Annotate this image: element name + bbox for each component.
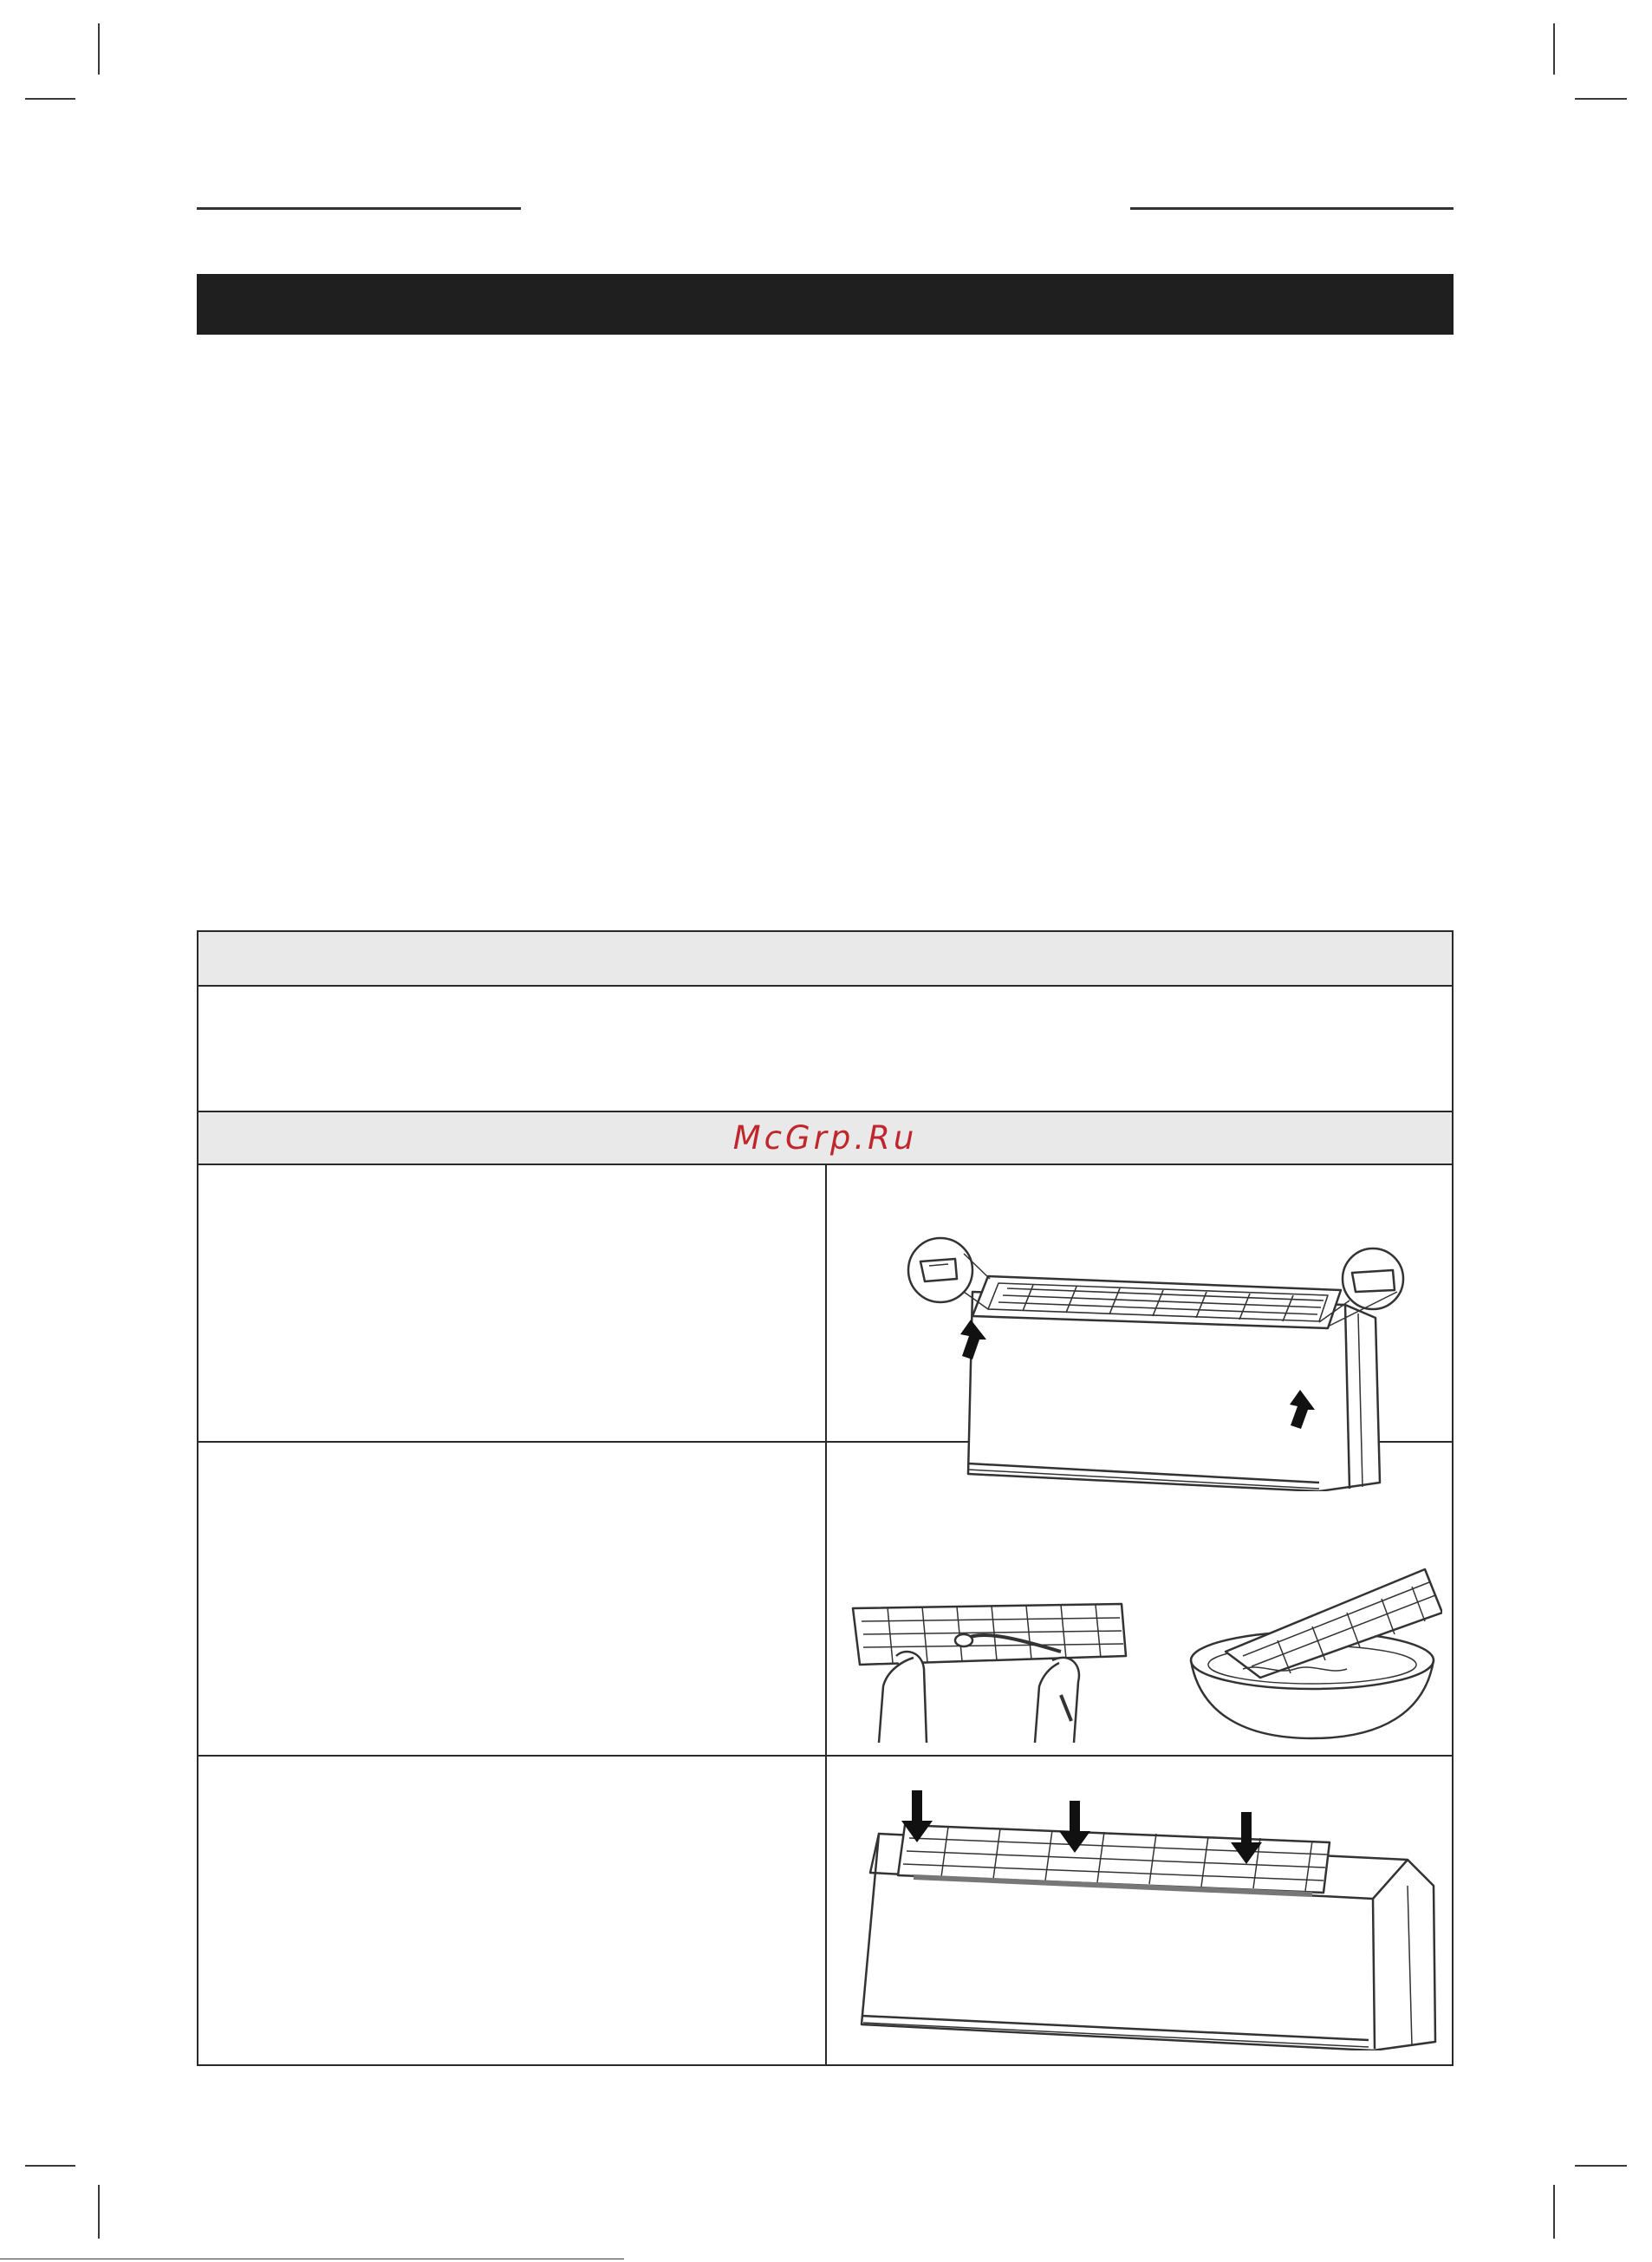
- filter-cleaning-illustration: [844, 1509, 1442, 1743]
- crop-mark: [25, 2165, 75, 2167]
- header-rule-right: [1130, 207, 1454, 210]
- table-header-row: [198, 932, 1452, 985]
- column-divider: [825, 1164, 827, 2064]
- crop-mark: [1553, 2185, 1555, 2239]
- filter-brush-and-wash-bowl-icon: [844, 1509, 1442, 1743]
- instruction-table: [197, 930, 1454, 2066]
- crop-mark: [1553, 23, 1555, 75]
- crop-mark: [98, 23, 100, 75]
- air-conditioner-filter-removal-icon: [877, 1231, 1432, 1491]
- crop-mark: [25, 98, 75, 100]
- section-title-bar: [197, 274, 1454, 335]
- crop-mark: [98, 2185, 100, 2239]
- filter-reinstall-illustration: [844, 1790, 1442, 2050]
- watermark-text: McGrp.Ru: [732, 1119, 918, 1157]
- crop-mark: [1575, 98, 1627, 100]
- crop-mark: [1575, 2165, 1627, 2167]
- air-conditioner-filter-insert-icon: [844, 1790, 1442, 2050]
- table-note-row: [198, 985, 1452, 1111]
- filter-release-clips-illustration: [877, 1231, 1432, 1491]
- header-rule-left: [197, 207, 521, 210]
- table-subheader-row: [198, 1111, 1452, 1164]
